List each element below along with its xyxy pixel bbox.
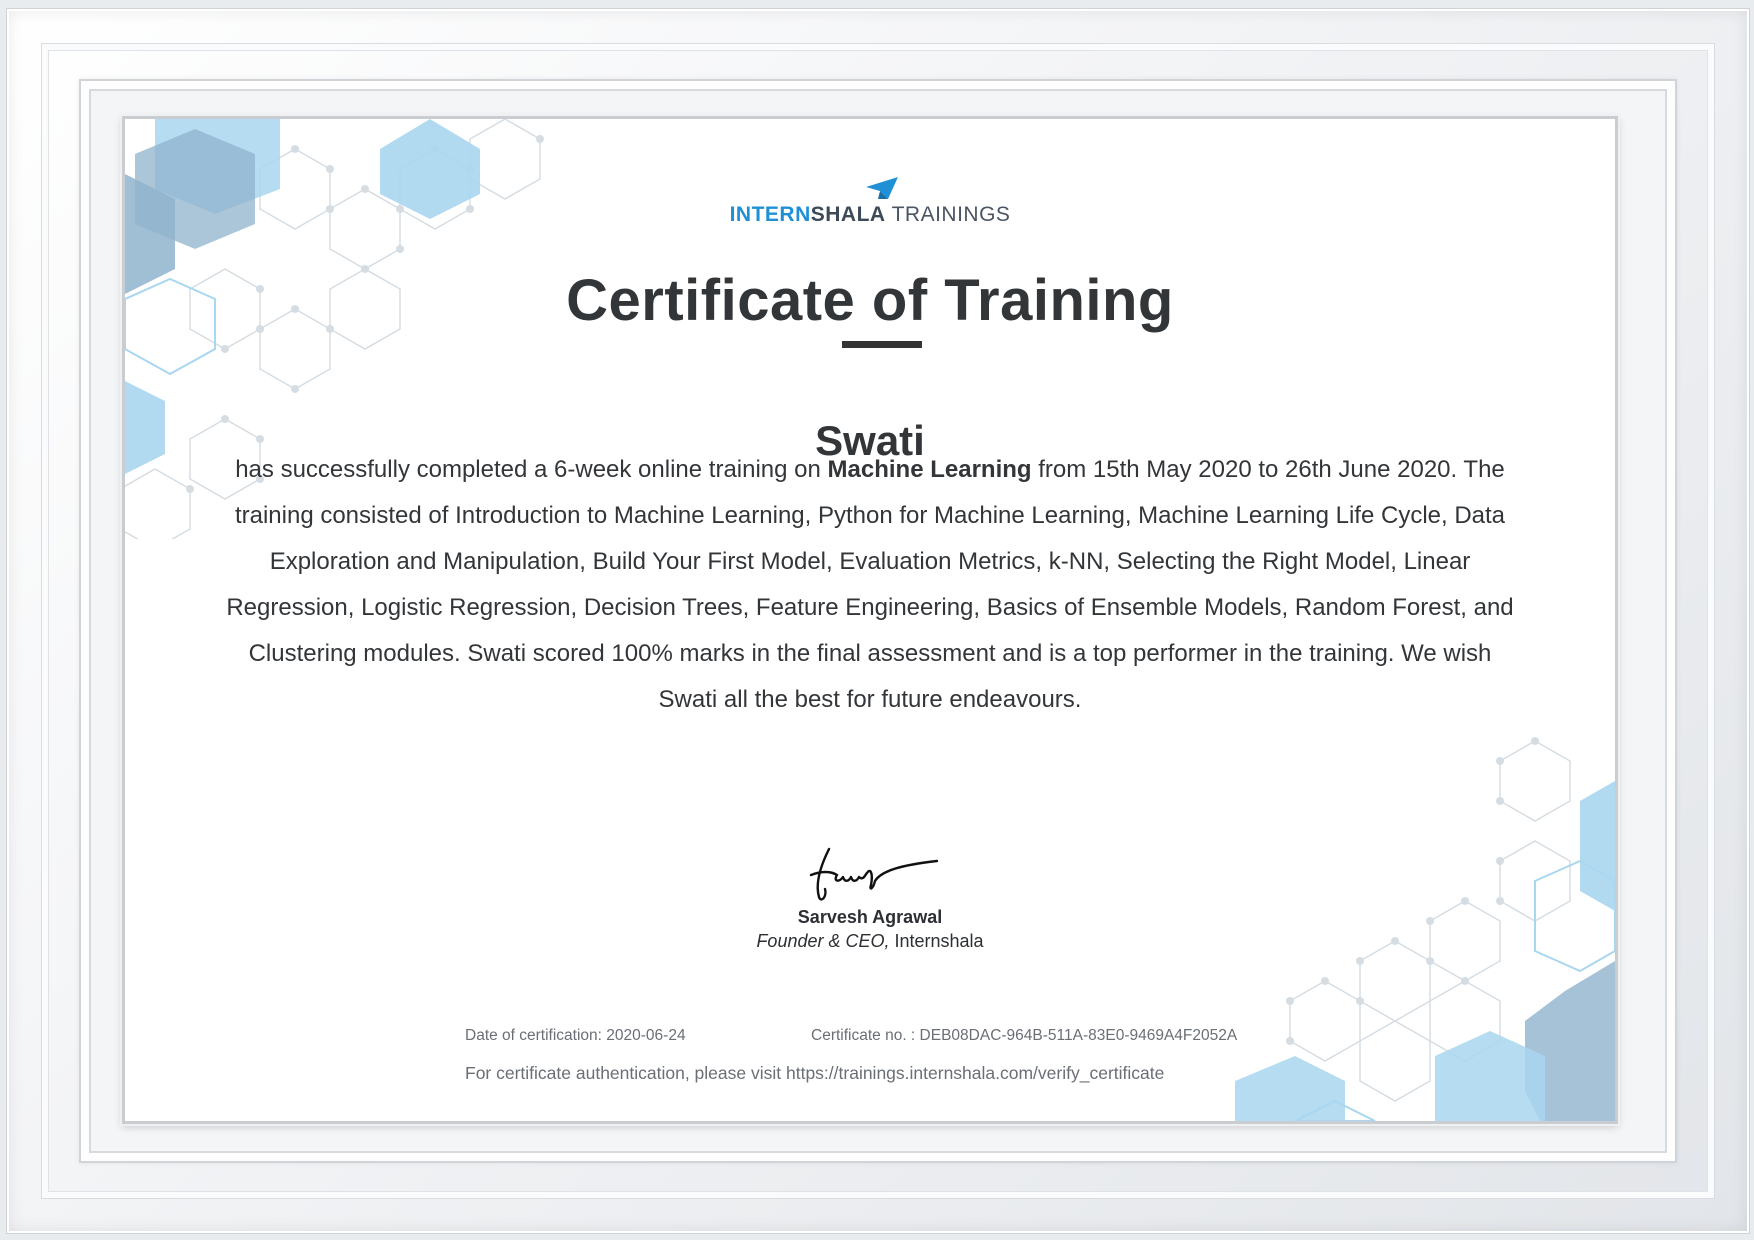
certificate-body [225, 447, 1515, 723]
title-underline [842, 341, 922, 348]
recipient-name: Swati [815, 417, 925, 464]
signature [801, 845, 941, 905]
paper-plane-icon [866, 177, 898, 201]
signatory-title [125, 931, 1615, 952]
body-details: from 15th May 2020 to 26th June 2020. The training consisted of Introduction to Machine Learning, Python for Machine Learning, Machine Learning Life Cycle, Data Exploration and Manipulation, Build Your First Model, Evaluation Metrics, k-NN, Selecting the Right Model, Linear Regression, Logistic Regression, Decision Trees, Feature Engineering, Basics of Ensemble Models, Random Forest, and Clustering modules. Swati scored 100% marks in the final assessment and is a top performer in the training. We wish Swati all the best for future endeavours. [226, 456, 1514, 713]
course-name: Machine Learning [827, 456, 1032, 483]
certification-date: Date of certification: 2020-06-24 [465, 1027, 686, 1044]
certificate-paper [122, 116, 1618, 1124]
certificate-number: Certificate no. : DEB08DAC-964B-511A-83E0-9469A4F2052A [811, 1027, 1238, 1044]
signatory-role: Founder & CEO, [756, 931, 890, 951]
logo-wordmark [125, 203, 1615, 227]
signatory-org: Internshala [889, 931, 984, 951]
verification-note: For certificate authentication, please visit https://trainings.internshala.com/verify_certificate [465, 1063, 1165, 1083]
certificate-title: Certificate of Training [566, 268, 1174, 333]
logo-part-shala: SHALA [810, 203, 886, 226]
body-intro: has successfully completed a 6-week online training on [235, 456, 828, 483]
signatory-name: Sarvesh Agrawal [797, 907, 943, 927]
logo-part-intern: INTERN [729, 203, 811, 226]
logo-part-trainings: TRAININGS [891, 203, 1011, 226]
